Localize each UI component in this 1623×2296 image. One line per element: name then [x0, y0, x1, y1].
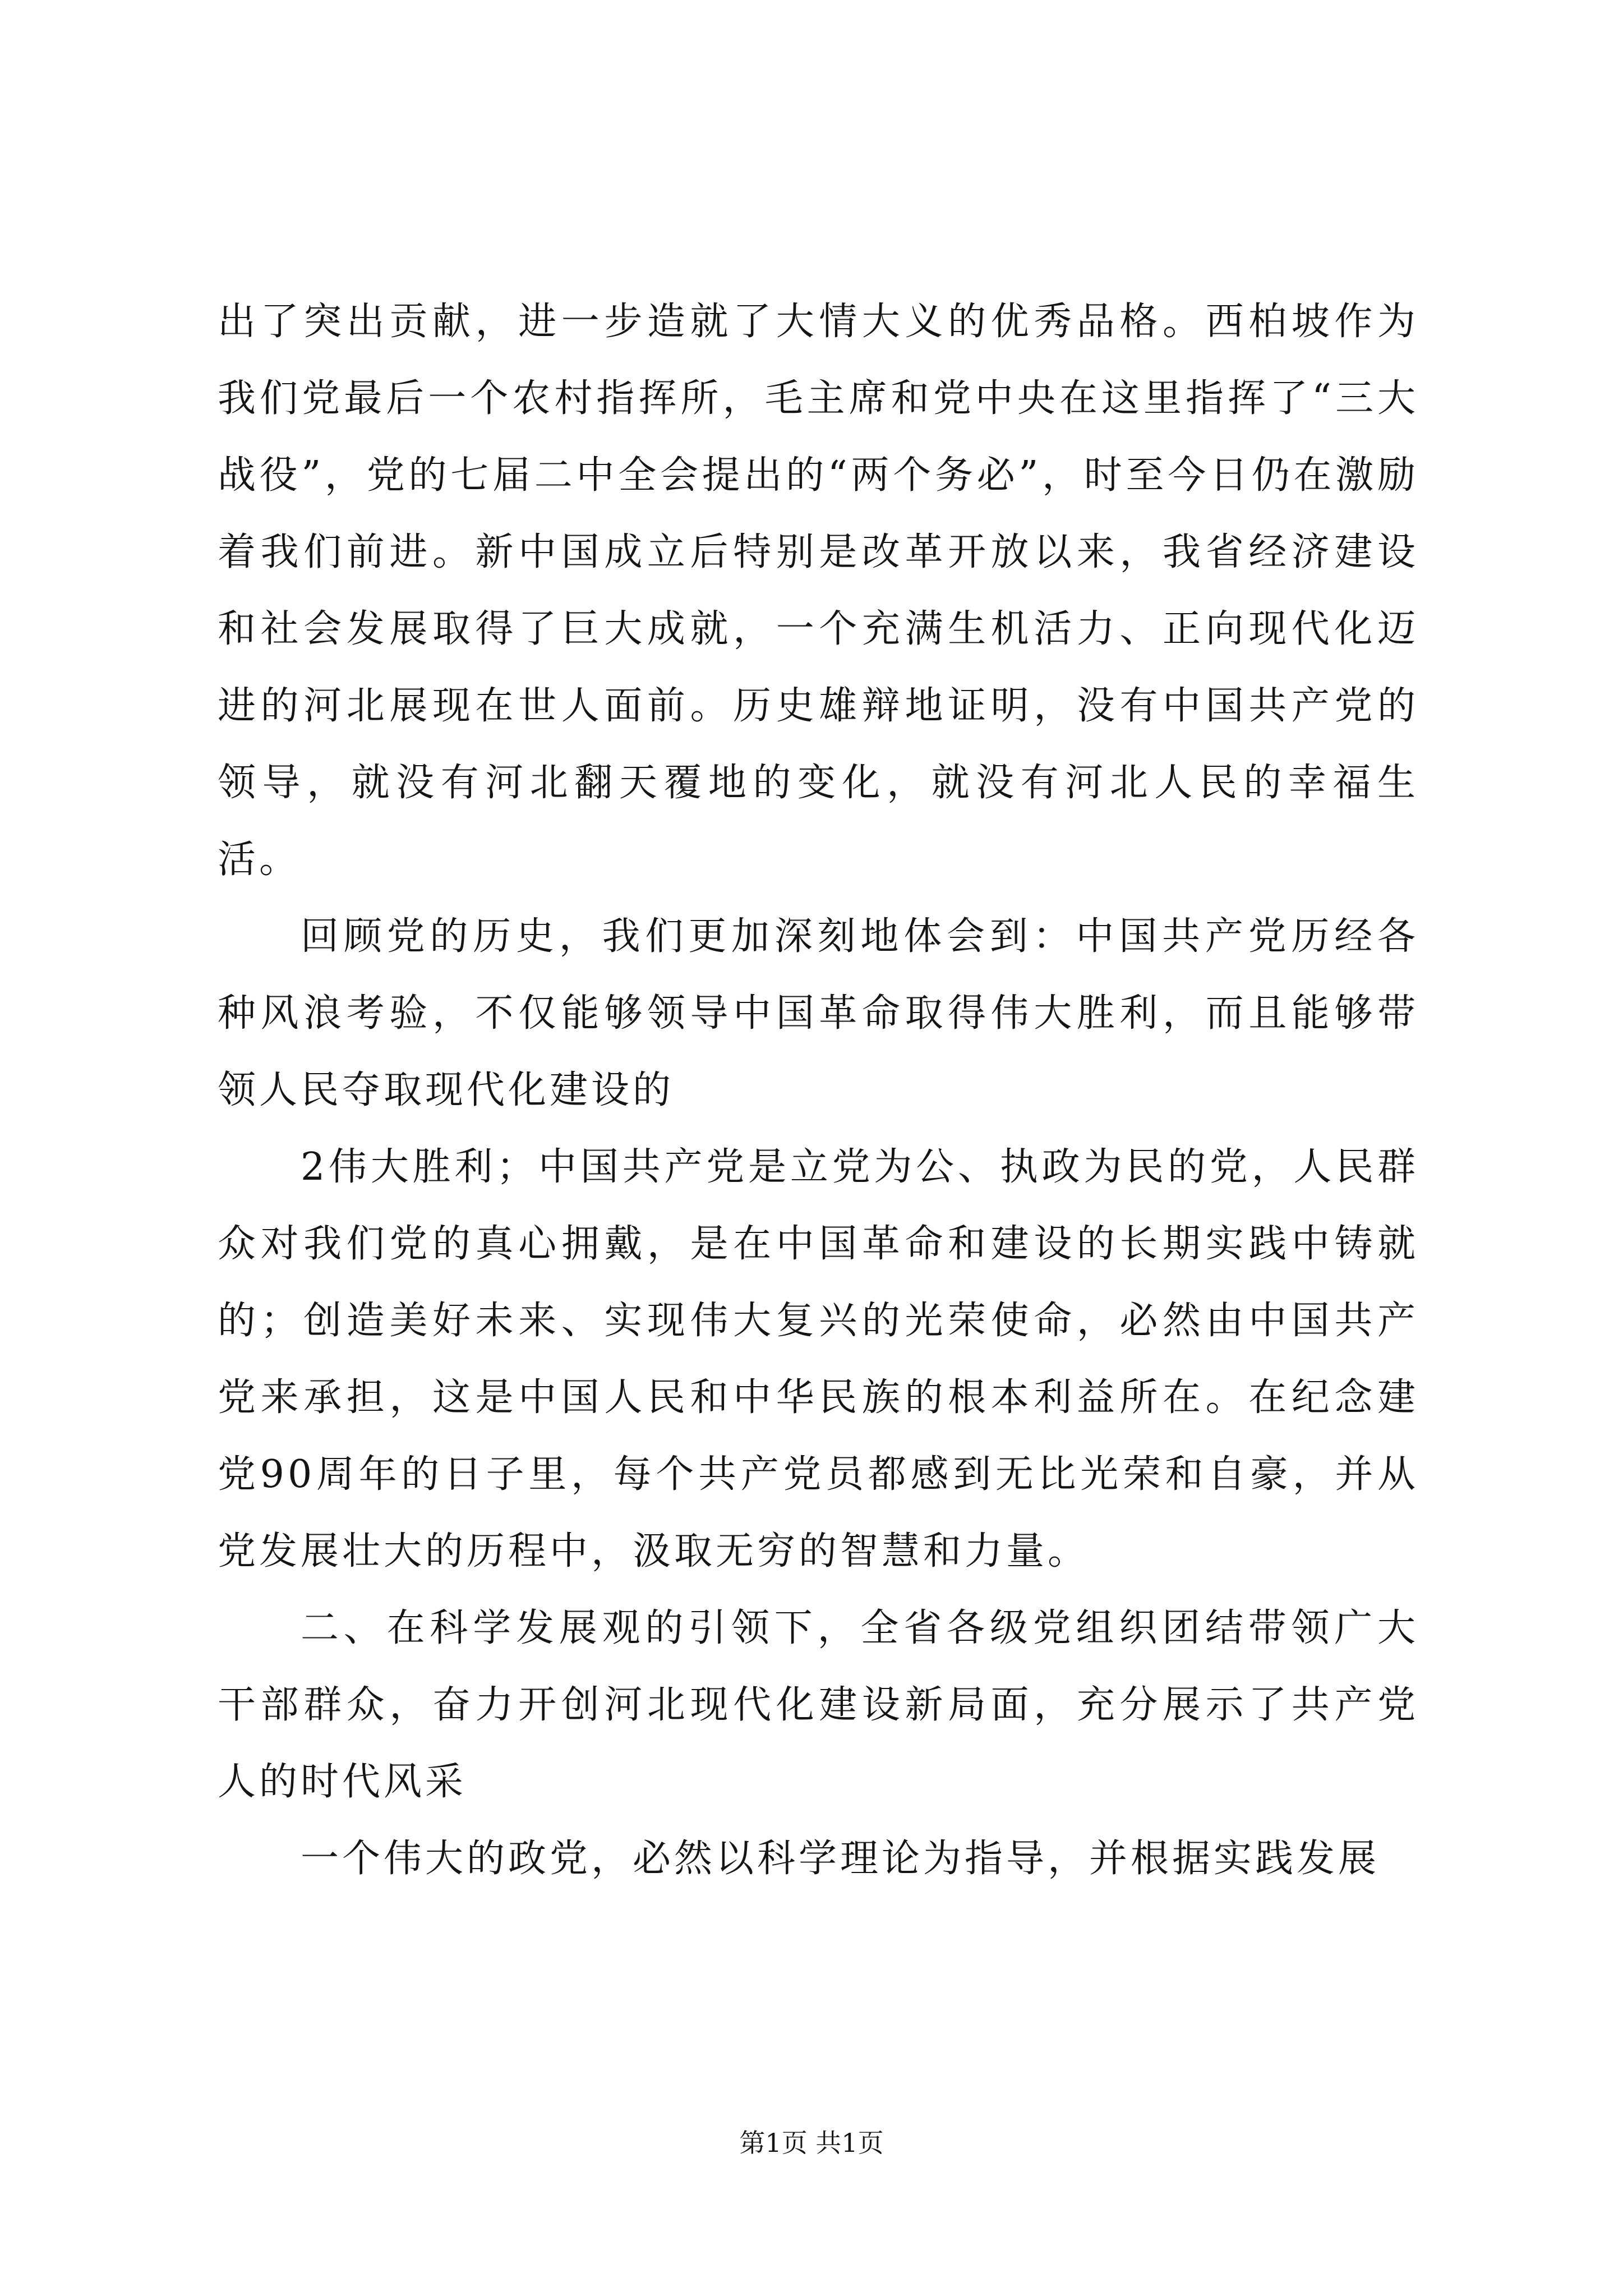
paragraph-1: 出了突出贡献，进一步造就了大情大义的优秀品格。西柏坡作为我们党最后一个农村指挥所，毛主席和党中央在这里指挥了“三大战役”，党的七届二中全会提出的“两个务必”，时至今日仍在激励着我们前进。新中国成立后特别是改革开放以来，我省经济建设和社会发展取得了巨大成就，一个充满生机活力、正向现代化迈进的河北展现在世人面前。历史雄辩地证明，没有中国共产党的领导，就没有河北翻天覆地的变化，就没有河北人民的幸福生活。 [218, 300, 1419, 882]
document-body [218, 283, 1419, 1897]
paragraph-5: 一个伟大的政党，必然以科学理论为指导，并根据实践发展 [301, 1837, 1380, 1881]
paragraph-3: 2伟大胜利；中国共产党是立党为公、执政为民的党，人民群众对我们党的真心拥戴，是在中国革命和建设的长期实践中铸就的；创造美好未来、实现伟大复兴的光荣使命，必然由中国共产党来承担，这是中国人民和中华民族的根本利益所在。在纪念建党90周年的日子里，每个共产党员都感到无比光荣和自豪，并从党发展壮大的历程中，汲取无穷的智慧和力量。 [218, 1145, 1419, 1573]
paragraph-2: 回顾党的历史，我们更加深刻地体会到：中国共产党历经各种风浪考验，不仅能够领导中国革命取得伟大胜利，而且能够带领人民夺取现代化建设的 [218, 914, 1419, 1112]
page-footer: 第1页 共1页 [739, 2128, 884, 2158]
paragraph-4-heading: 二、在科学发展观的引领下，全省各级党组织团结带领广大干部群众，奋力开创河北现代化建设新局面，充分展示了共产党人的时代风采 [218, 1606, 1419, 1804]
